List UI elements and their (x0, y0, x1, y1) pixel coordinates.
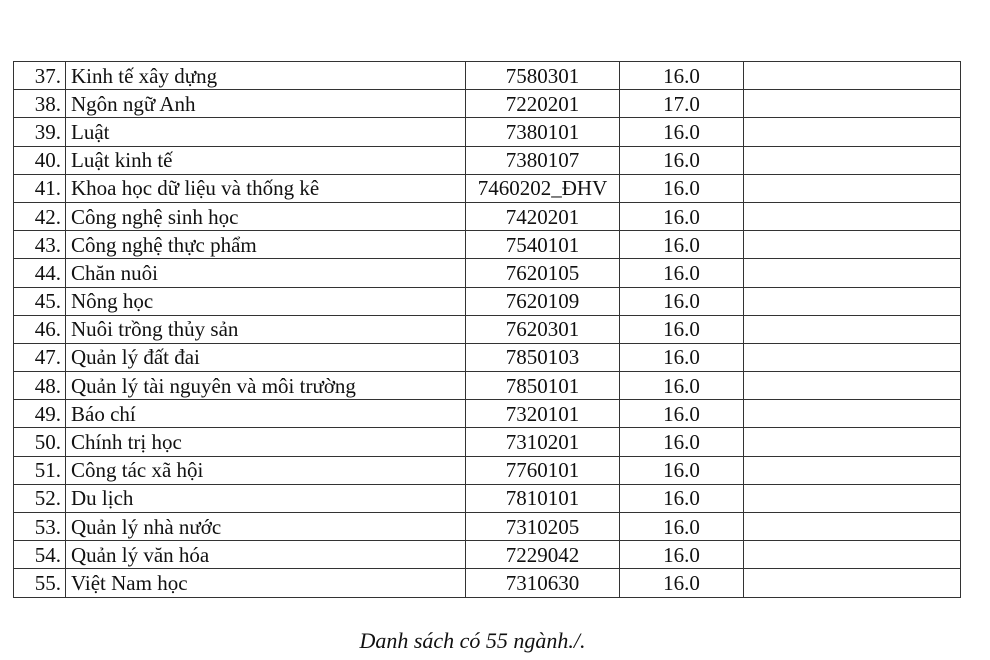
table-row (14, 428, 961, 456)
cutoff-score: 16.0 (620, 259, 744, 287)
major-name: Công tác xã hội (66, 456, 466, 484)
major-code: 7580301 (466, 62, 620, 90)
table-row (14, 90, 961, 118)
row-note (744, 315, 961, 343)
major-code: 7380101 (466, 118, 620, 146)
major-name: Kinh tế xây dựng (66, 62, 466, 90)
row-note (744, 484, 961, 512)
row-number: 48. (14, 372, 66, 400)
row-note (744, 62, 961, 90)
table-row (14, 400, 961, 428)
major-code: 7220201 (466, 90, 620, 118)
row-number: 54. (14, 541, 66, 569)
table-row (14, 315, 961, 343)
row-number: 42. (14, 202, 66, 230)
row-note (744, 259, 961, 287)
table-row (14, 202, 961, 230)
major-code: 7310205 (466, 513, 620, 541)
row-note (744, 400, 961, 428)
row-note (744, 513, 961, 541)
table-row (14, 569, 961, 597)
major-name: Luật kinh tế (66, 146, 466, 174)
major-name: Công nghệ thực phẩm (66, 231, 466, 259)
row-number: 40. (14, 146, 66, 174)
cutoff-score: 16.0 (620, 315, 744, 343)
table-row (14, 231, 961, 259)
row-note (744, 287, 961, 315)
table-row (14, 287, 961, 315)
row-number: 46. (14, 315, 66, 343)
major-name: Việt Nam học (66, 569, 466, 597)
cutoff-score: 16.0 (620, 62, 744, 90)
table-row (14, 541, 961, 569)
cutoff-score: 16.0 (620, 343, 744, 371)
table-row (14, 62, 961, 90)
table-row (14, 146, 961, 174)
major-code: 7310630 (466, 569, 620, 597)
major-name: Chăn nuôi (66, 259, 466, 287)
row-note (744, 231, 961, 259)
table-row (14, 513, 961, 541)
row-number: 49. (14, 400, 66, 428)
major-code: 7620109 (466, 287, 620, 315)
row-number: 52. (14, 484, 66, 512)
major-code: 7620301 (466, 315, 620, 343)
cutoff-score: 16.0 (620, 202, 744, 230)
row-note (744, 456, 961, 484)
row-note (744, 569, 961, 597)
cutoff-score: 16.0 (620, 231, 744, 259)
row-number: 55. (14, 569, 66, 597)
row-number: 51. (14, 456, 66, 484)
cutoff-score: 16.0 (620, 372, 744, 400)
major-code: 7310201 (466, 428, 620, 456)
table-row (14, 484, 961, 512)
row-note (744, 174, 961, 202)
table-row (14, 456, 961, 484)
major-name: Ngôn ngữ Anh (66, 90, 466, 118)
table-row (14, 174, 961, 202)
major-name: Khoa học dữ liệu và thống kê (66, 174, 466, 202)
cutoff-score: 16.0 (620, 484, 744, 512)
row-note (744, 343, 961, 371)
major-code: 7229042 (466, 541, 620, 569)
major-name: Du lịch (66, 484, 466, 512)
cutoff-score: 16.0 (620, 456, 744, 484)
footer-note: Danh sách có 55 ngành./. (359, 628, 586, 653)
cutoff-score: 16.0 (620, 428, 744, 456)
major-name: Luật (66, 118, 466, 146)
table-row (14, 259, 961, 287)
major-name: Báo chí (66, 400, 466, 428)
cutoff-score: 16.0 (620, 118, 744, 146)
major-code: 7380107 (466, 146, 620, 174)
row-note (744, 146, 961, 174)
majors-table (13, 61, 961, 598)
cutoff-score: 16.0 (620, 400, 744, 428)
row-number: 37. (14, 62, 66, 90)
table-row (14, 118, 961, 146)
major-code: 7850101 (466, 372, 620, 400)
major-code: 7810101 (466, 484, 620, 512)
row-number: 43. (14, 231, 66, 259)
row-number: 39. (14, 118, 66, 146)
row-number: 41. (14, 174, 66, 202)
major-code: 7760101 (466, 456, 620, 484)
row-note (744, 541, 961, 569)
major-name: Quản lý văn hóa (66, 541, 466, 569)
cutoff-score: 16.0 (620, 287, 744, 315)
table-row (14, 372, 961, 400)
row-number: 47. (14, 343, 66, 371)
row-number: 45. (14, 287, 66, 315)
cutoff-score: 16.0 (620, 541, 744, 569)
row-note (744, 372, 961, 400)
cutoff-score: 16.0 (620, 513, 744, 541)
row-number: 53. (14, 513, 66, 541)
row-number: 38. (14, 90, 66, 118)
major-name: Nuôi trồng thủy sản (66, 315, 466, 343)
cutoff-score: 16.0 (620, 569, 744, 597)
major-code: 7460202_ĐHV (466, 174, 620, 202)
row-note (744, 202, 961, 230)
row-note (744, 428, 961, 456)
cutoff-score: 16.0 (620, 146, 744, 174)
major-code: 7850103 (466, 343, 620, 371)
table-row (14, 343, 961, 371)
major-name: Quản lý nhà nước (66, 513, 466, 541)
row-number: 50. (14, 428, 66, 456)
major-name: Quản lý đất đai (66, 343, 466, 371)
major-code: 7540101 (466, 231, 620, 259)
major-name: Nông học (66, 287, 466, 315)
major-code: 7420201 (466, 202, 620, 230)
row-note (744, 118, 961, 146)
major-code: 7620105 (466, 259, 620, 287)
row-note (744, 90, 961, 118)
cutoff-score: 17.0 (620, 90, 744, 118)
major-name: Quản lý tài nguyên và môi trường (66, 372, 466, 400)
majors-table-body (14, 62, 961, 598)
major-name: Chính trị học (66, 428, 466, 456)
major-code: 7320101 (466, 400, 620, 428)
row-number: 44. (14, 259, 66, 287)
cutoff-score: 16.0 (620, 174, 744, 202)
major-name: Công nghệ sinh học (66, 202, 466, 230)
